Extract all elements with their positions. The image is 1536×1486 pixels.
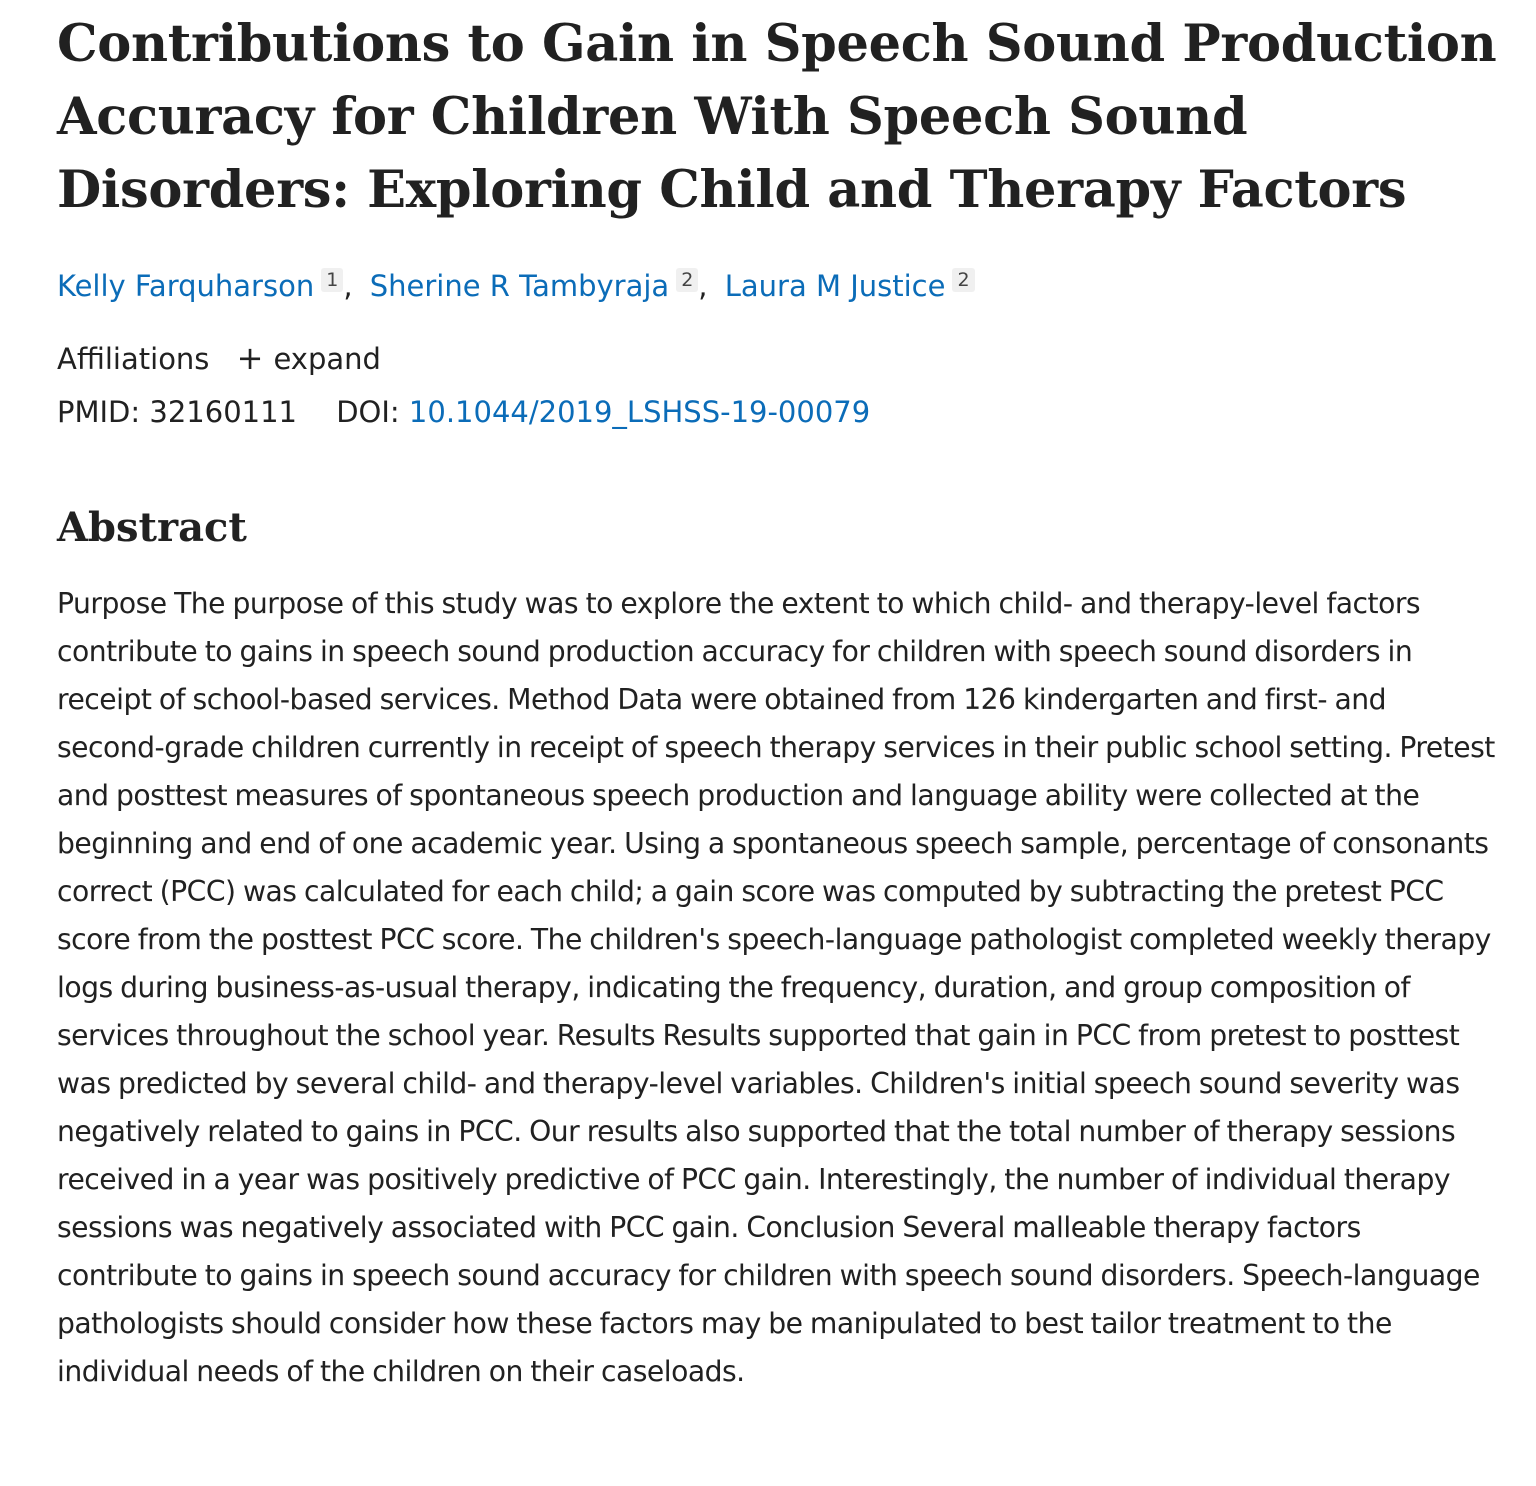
doi-label: DOI: bbox=[336, 395, 400, 429]
article-title: Contributions to Gain in Speech Sound Production Accuracy for Children With Speech Sound Disorders: Exploring Child and Therapy Factors bbox=[57, 14, 1497, 220]
affiliations-row bbox=[57, 336, 381, 381]
affiliation-marker[interactable]: 1 bbox=[321, 268, 343, 292]
author-separator: , bbox=[698, 269, 708, 303]
author-separator: , bbox=[343, 269, 353, 303]
author-link-tambyraja[interactable]: Sherine R Tambyraja bbox=[369, 269, 670, 303]
pmid-value: 32160111 bbox=[149, 395, 297, 429]
affiliation-marker[interactable]: 2 bbox=[952, 268, 974, 292]
pmid-label: PMID: bbox=[57, 395, 141, 429]
affiliation-marker[interactable]: 2 bbox=[676, 268, 698, 292]
author-link-farquharson[interactable]: Kelly Farquharson bbox=[57, 269, 315, 303]
expand-label: expand bbox=[273, 342, 381, 376]
identifiers-row bbox=[57, 390, 870, 434]
author-link-justice[interactable]: Laura M Justice bbox=[724, 269, 946, 303]
affiliations-label: Affiliations bbox=[57, 342, 210, 376]
plus-icon: + bbox=[236, 339, 264, 377]
author-list bbox=[57, 262, 975, 310]
doi-link[interactable]: 10.1044/2019_LSHSS-19-00079 bbox=[408, 395, 871, 429]
abstract-text: Purpose The purpose of this study was to explore the extent to which child- and therapy-level factors contribute to gains in speech sound production accuracy for children with speech sound disorders in receipt of school-based services. Method Data were obtained from 126 kindergarten and first- and second-grade children currently in receipt of speech therapy services in their public school setting. Pretest and posttest measures of spontaneous speech production and language ability were collected at the beginning and end of one academic year. Using a spontaneous speech sample, percentage of consonants correct (PCC) was calculated for each child; a gain score was computed by subtracting the pretest PCC score from the posttest PCC score. The children's speech-language pathologist completed weekly therapy logs during business-as-usual therapy, indicating the frequency, duration, and group composition of services throughout the school year. Results Results supported that gain in PCC from pretest to posttest was predicted by several child- and therapy-level variables. Children's initial speech sound severity was negatively related to gains in PCC. Our results also supported that the total number of therapy sessions received in a year was positively predictive of PCC gain. Interestingly, the number of individual therapy sessions was negatively associated with PCC gain. Conclusion Several malleable therapy factors contribute to gains in speech sound accuracy for children with speech sound disorders. Speech-language pathologists should consider how these factors may be manipulated to best tailor treatment to the individual needs of the children on their caseloads. bbox=[57, 587, 1495, 1388]
abstract-heading: Abstract bbox=[57, 504, 247, 551]
affiliations-expand-button[interactable] bbox=[236, 339, 381, 377]
